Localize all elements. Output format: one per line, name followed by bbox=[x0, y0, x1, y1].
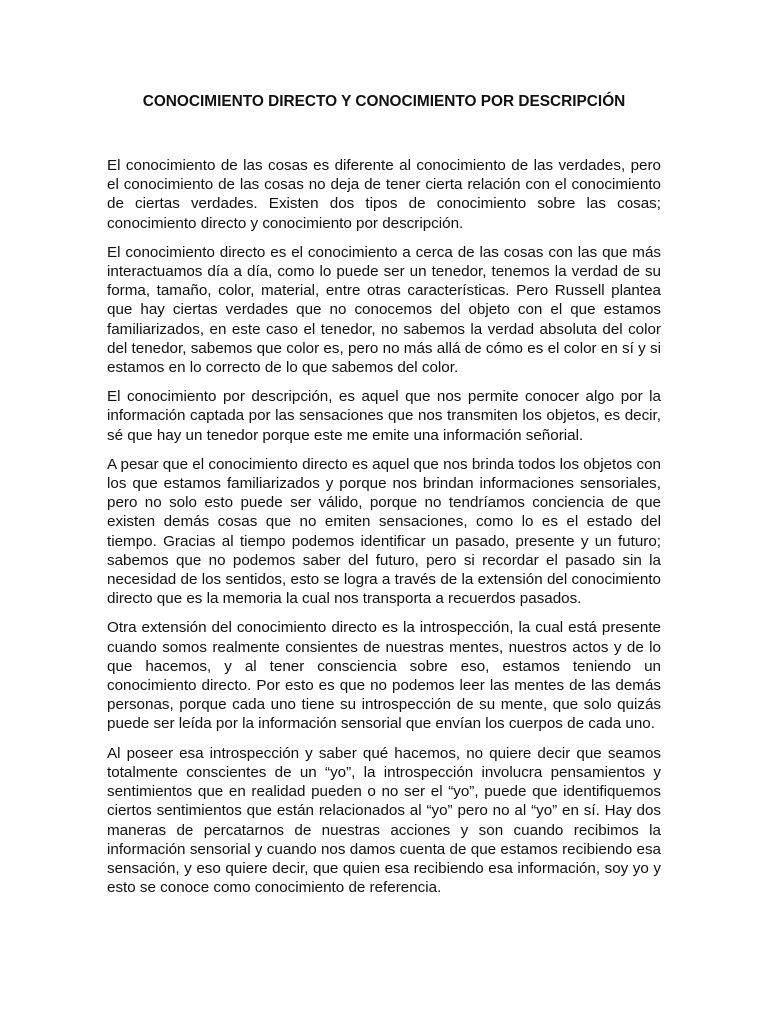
document-title: CONOCIMIENTO DIRECTO Y CONOCIMIENTO POR DESCRIPCIÓN bbox=[142, 93, 626, 110]
paragraph-3: El conocimiento por descripción, es aquel que nos permite conocer algo por la información captada por las sensaciones que nos transmiten los objetos, es decir, sé que hay un tenedor porque este me emite una información señorial. bbox=[107, 388, 661, 444]
paragraph-4: A pesar que el conocimiento directo es aquel que nos brinda todos los objetos con los que estamos familiarizados y porque nos brindan informaciones sensoriales, pero no solo esto puede ser válido, porque no tendríamos conciencia de que existen demás cosas que no emiten sensaciones, como lo es el estado del tiempo. Gracias al tiempo podemos identificar un pasado, presente y un futuro; sabemos que no podemos saber del futuro, pero si recordar el pasado sin la necesidad de los sentidos, esto se logra a través de la extensión del conocimiento directo que es la memoria la cual nos transporta a recuerdos pasados. bbox=[107, 455, 661, 608]
paragraph-2: El conocimiento directo es el conocimiento a cerca de las cosas con las que más interactuamos día a día, como lo puede ser un tenedor, tenemos la verdad de su forma, tamaño, color, material, entre otras características. Pero Russell plantea que hay ciertas verdades que no conocemos del objeto con el que estamos familiarizados, en este caso el tenedor, no sabemos la verdad absoluta del color del tenedor, sabemos que color es, pero no más allá de cómo es el color en sí y si estamos en lo correcto de lo que sabemos del color. bbox=[107, 243, 661, 377]
paragraph-6: Al poseer esa introspección y saber qué hacemos, no quiere decir que seamos totalmente conscientes de un “yo”, la introspección involucra pensamientos y sentimientos que en realidad pueden o no ser el “yo”, puede que identifiquemos ciertos sentimientos que están relacionados al “yo” pero no al “yo” en sí. Hay dos maneras de percatarnos de nuestras acciones y son cuando recibimos la información sensorial y cuando nos damos cuenta de que estamos recibiendo esa sensación, y eso quiere decir, que quien esa recibiendo esa información, soy yo y esto se conoce como conocimiento de referencia. bbox=[107, 744, 661, 897]
paragraph-1: El conocimiento de las cosas es diferente al conocimiento de las verdades, pero el conocimiento de las cosas no deja de tener cierta relación con el conocimiento de ciertas verdades. Existen dos tipos de conocimiento sobre las cosas; conocimiento directo y conocimiento por descripción. bbox=[107, 157, 661, 232]
document-body bbox=[107, 156, 661, 897]
paragraph-5: Otra extensión del conocimiento directo es la introspección, la cual está presente cuando somos realmente consientes de nuestras mentes, nuestros actos y de lo que hacemos, y al tener consciencia sobre eso, estamos teniendo un conocimiento directo. Por esto es que no podemos leer las mentes de las demás personas, porque cada uno tiene su introspección de su mente, que solo quizás puede ser leída por la información sensorial que envían los cuerpos de cada uno. bbox=[107, 619, 661, 733]
